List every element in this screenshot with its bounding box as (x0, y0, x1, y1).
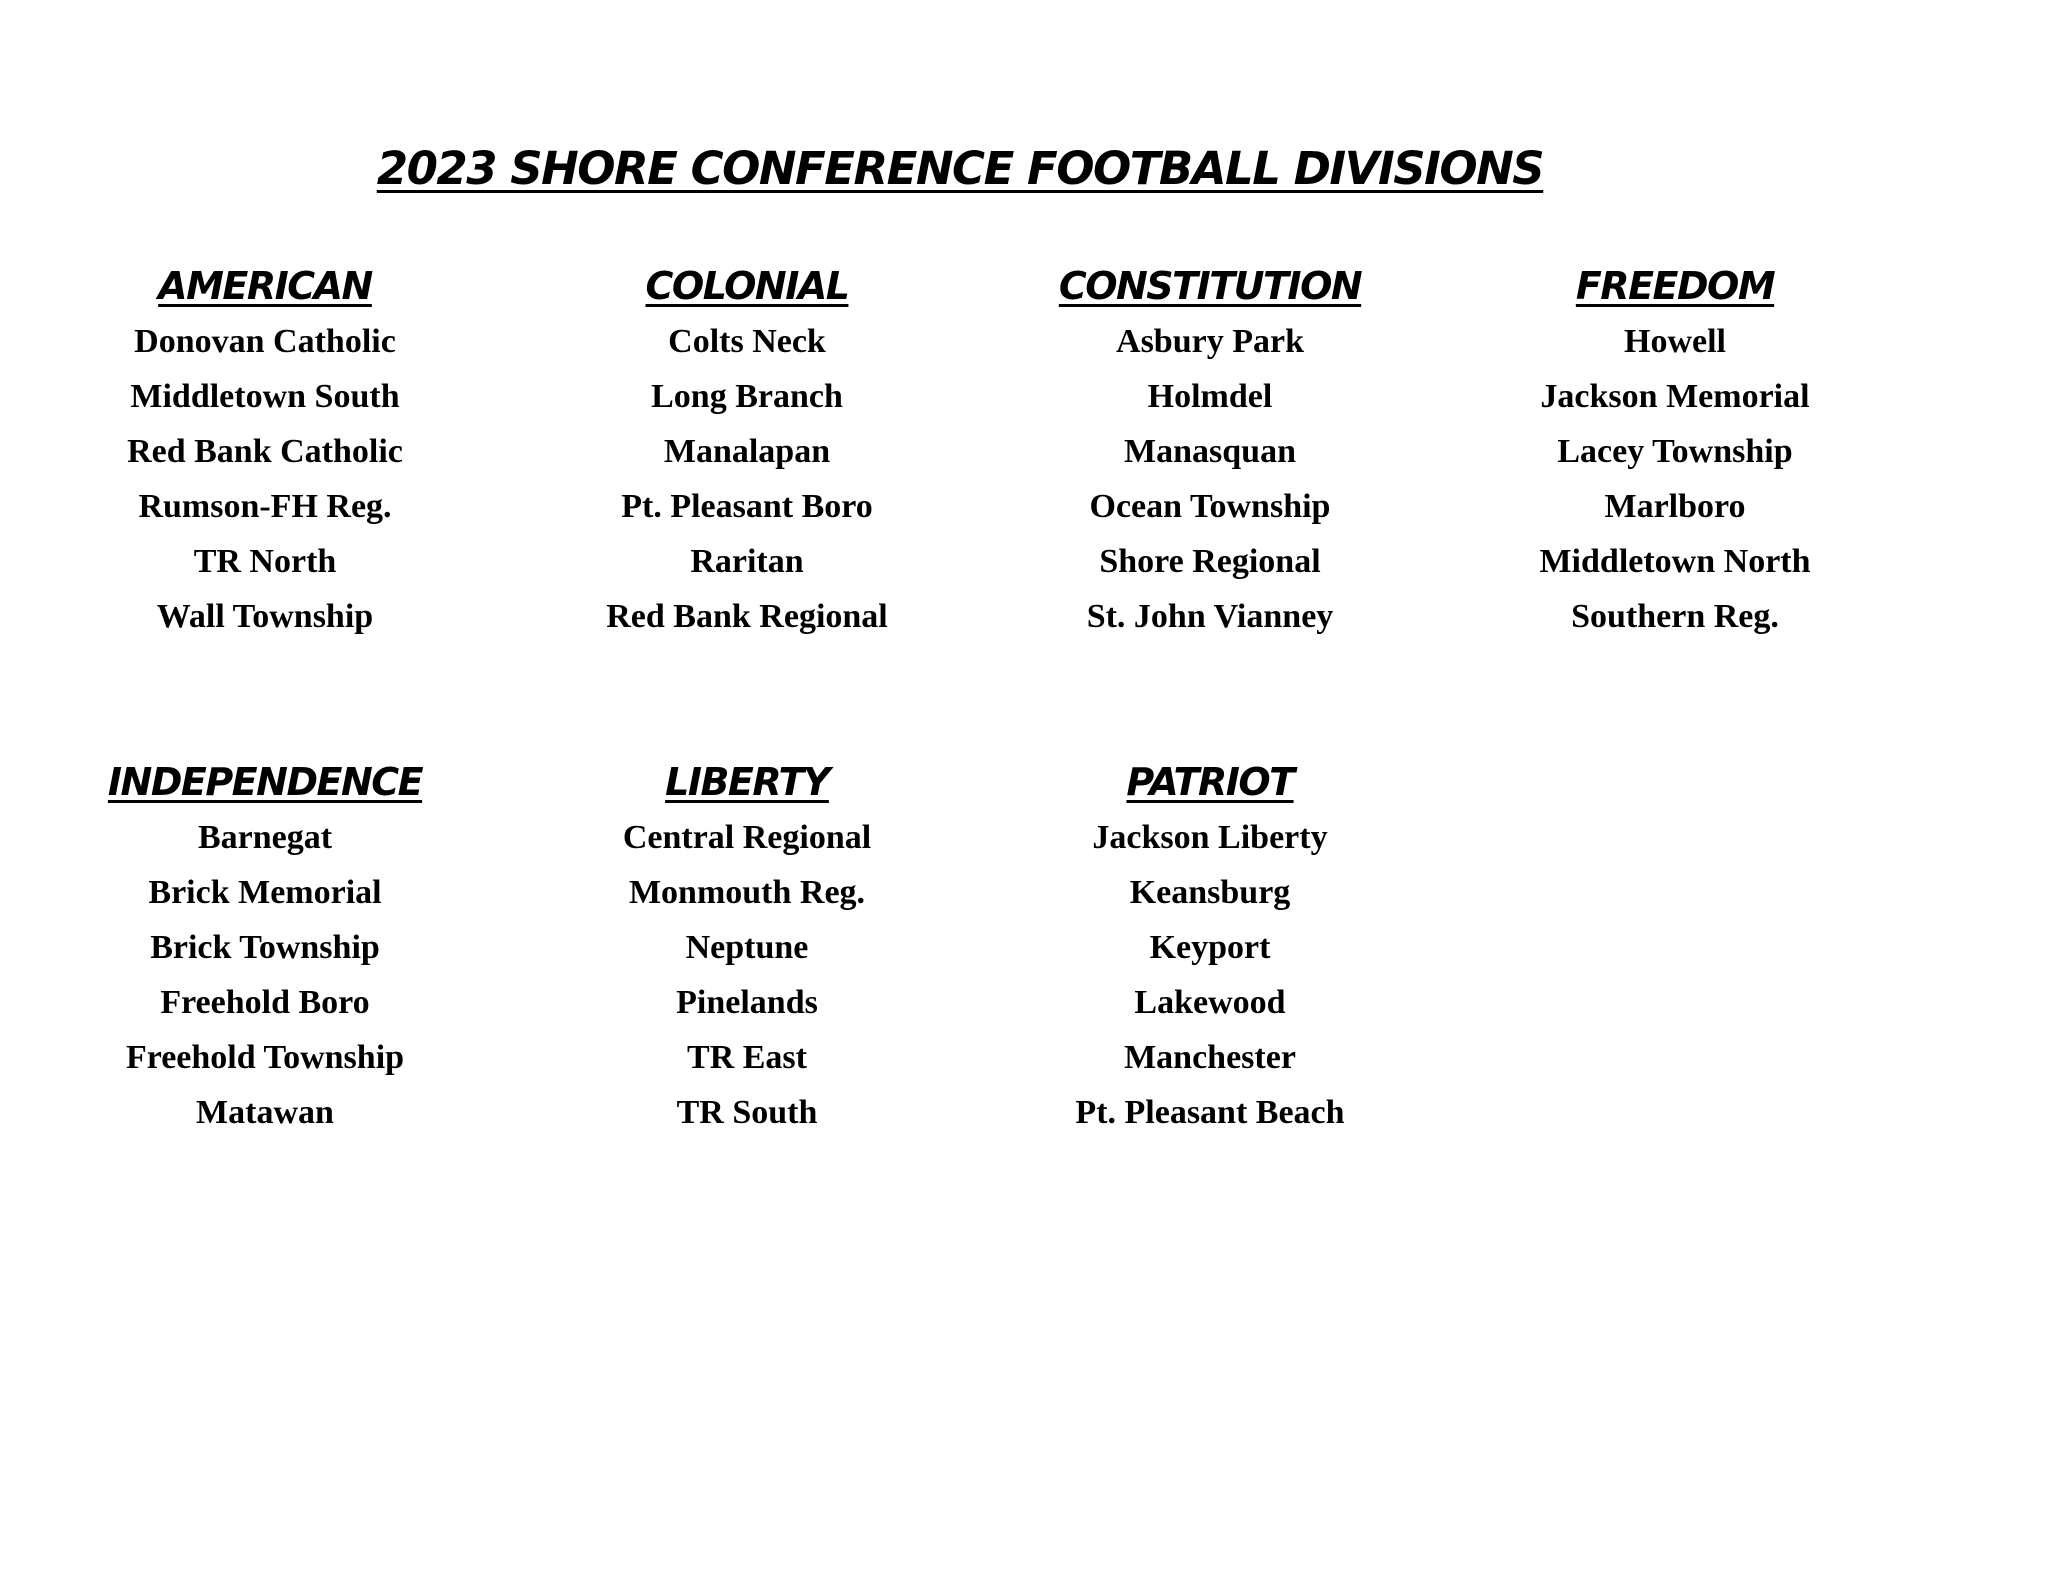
division-heading: COLONIAL (645, 264, 849, 308)
team-item: Manasquan (1124, 433, 1296, 470)
division-patriot (950, 754, 1470, 1140)
division-heading: LIBERTY (665, 760, 829, 804)
team-item: Barnegat (197, 819, 333, 856)
team-item: Lakewood (1134, 984, 1286, 1021)
team-item: Raritan (690, 543, 804, 580)
team-list (5, 810, 525, 1140)
division-heading: INDEPENDENCE (107, 760, 423, 804)
team-item: Asbury Park (1116, 323, 1304, 360)
team-item: Howell (1624, 323, 1726, 360)
team-item: Colts Neck (668, 323, 826, 360)
team-item: Wall Township (156, 598, 374, 635)
division-heading: AMERICAN (158, 264, 372, 308)
division-heading: PATRIOT (1126, 760, 1294, 804)
division-american (5, 258, 525, 644)
team-item: TR North (193, 543, 337, 580)
team-item: Brick Township (150, 929, 380, 966)
team-item: Central Regional (622, 819, 872, 856)
team-item: Holmdel (1147, 378, 1273, 415)
team-item: Donovan Catholic (134, 323, 396, 360)
team-item: Monmouth Reg. (628, 874, 866, 911)
team-item: Long Branch (651, 378, 843, 415)
division-heading: CONSTITUTION (1058, 264, 1362, 308)
division-freedom (1415, 258, 1935, 644)
team-item: Pt. Pleasant Boro (621, 488, 873, 525)
team-item: Keyport (1149, 929, 1271, 966)
team-item: Brick Memorial (148, 874, 382, 911)
team-item: Matawan (196, 1094, 334, 1131)
team-item: Manalapan (663, 433, 831, 470)
team-item: Southern Reg. (1571, 598, 1779, 635)
team-list (487, 810, 1007, 1140)
team-item: Marlboro (1604, 488, 1746, 525)
team-item: Middletown North (1539, 543, 1811, 580)
division-colonial (487, 258, 1007, 644)
team-item: Shore Regional (1099, 543, 1321, 580)
team-list (5, 314, 525, 644)
team-item: Red Bank Regional (606, 598, 888, 635)
team-item: Pt. Pleasant Beach (1075, 1094, 1345, 1131)
team-item: Keansburg (1129, 874, 1291, 911)
team-item: Freehold Township (125, 1039, 405, 1076)
team-list (1415, 314, 1935, 644)
team-item: Rumson-FH Reg. (138, 488, 392, 525)
team-list (487, 314, 1007, 644)
team-item: Neptune (685, 929, 809, 966)
team-item: Jackson Liberty (1092, 819, 1328, 856)
team-item: Jackson Memorial (1540, 378, 1810, 415)
team-item: Freehold Boro (160, 984, 370, 1021)
team-item: Lacey Township (1557, 433, 1793, 470)
team-item: TR South (676, 1094, 818, 1131)
division-independence (5, 754, 525, 1140)
division-liberty (487, 754, 1007, 1140)
team-list (950, 810, 1470, 1140)
team-item: St. John Vianney (1086, 598, 1334, 635)
page-title: 2023 SHORE CONFERENCE FOOTBALL DIVISIONS (376, 142, 1544, 195)
team-item: Pinelands (676, 984, 818, 1021)
team-item: Manchester (1124, 1039, 1296, 1076)
division-heading: FREEDOM (1575, 264, 1775, 308)
team-item: Red Bank Catholic (127, 433, 403, 470)
division-constitution (950, 258, 1470, 644)
team-item: Middletown South (130, 378, 400, 415)
team-list (950, 314, 1470, 644)
team-item: Ocean Township (1089, 488, 1331, 525)
team-item: TR East (687, 1039, 807, 1076)
